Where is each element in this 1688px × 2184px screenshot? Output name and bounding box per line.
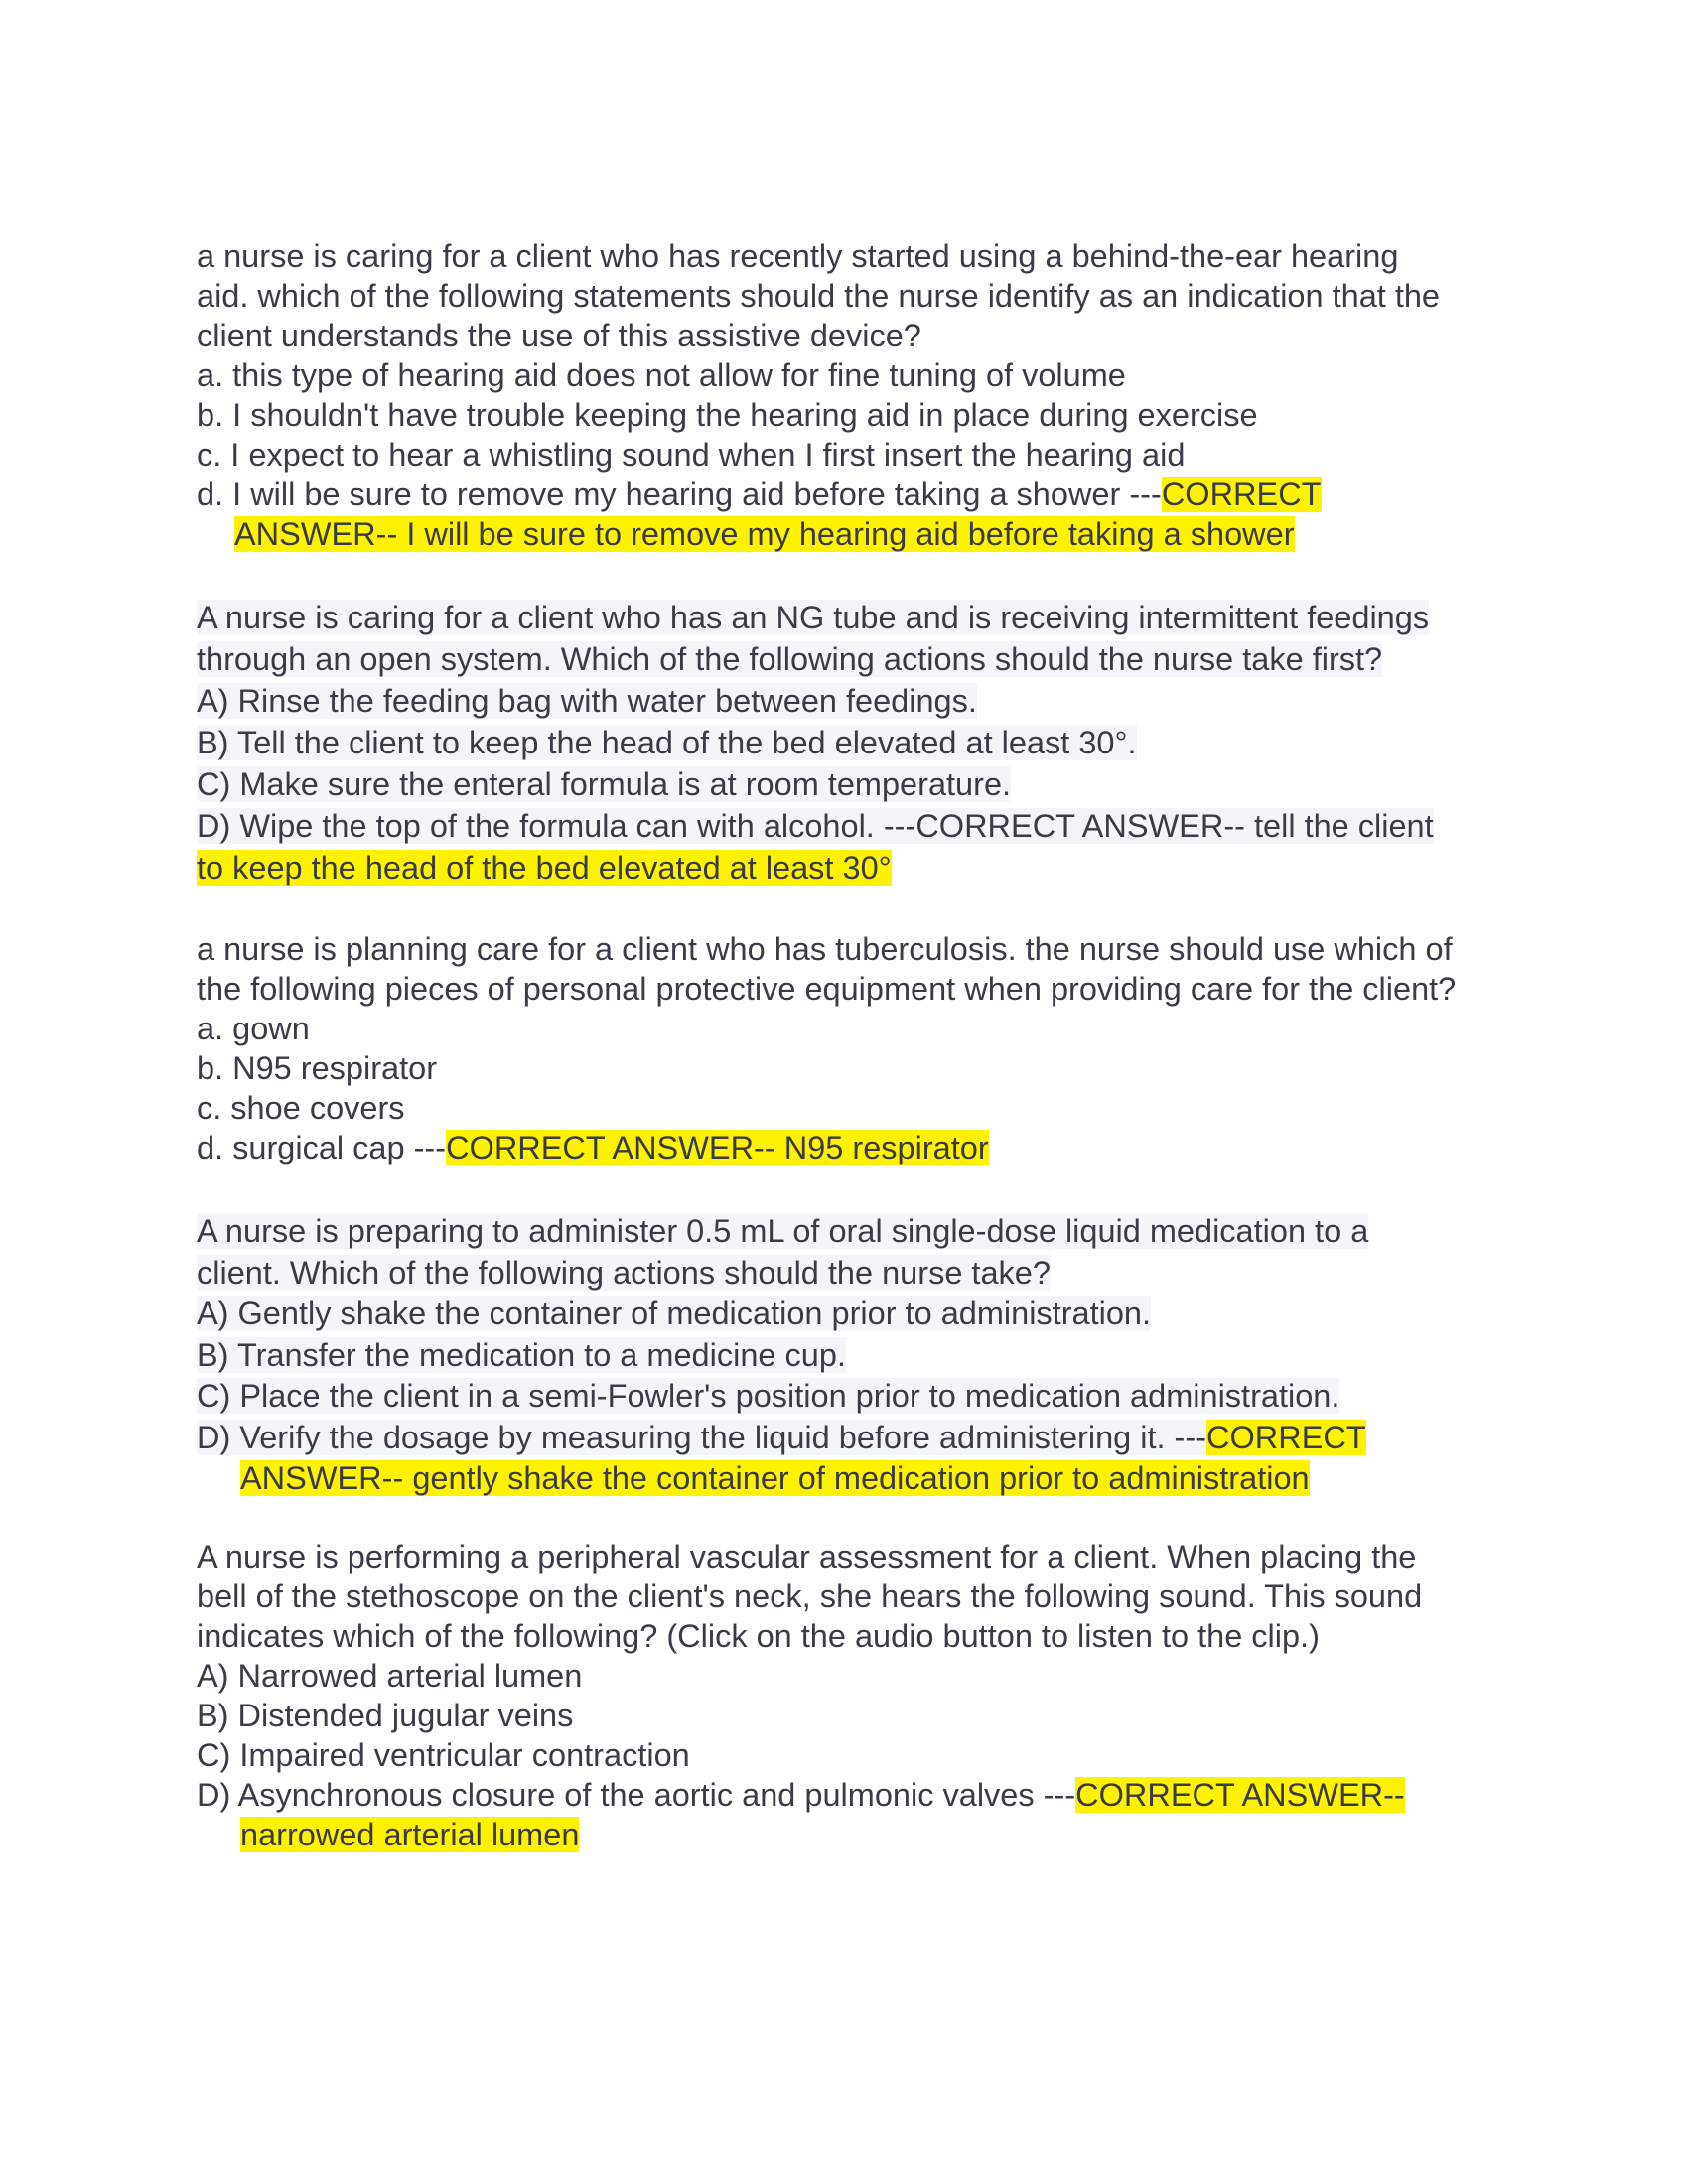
answer-option: b. I shouldn't have trouble keeping the hearing aid in place during exercise [197, 397, 1258, 433]
question-5 [197, 1537, 1507, 1854]
question-4 [197, 1211, 1507, 1500]
correct-answer-highlight: CORRECT [1161, 477, 1322, 512]
answer-option-text: B) Tell the client to keep the head of the bed elevated at least 30°. [197, 725, 1137, 760]
answer-option [197, 1335, 1507, 1377]
answer-option: C) Impaired ventricular contraction [197, 1737, 690, 1773]
question-stem-text: A nurse is preparing to administer 0.5 mL of oral single-dose liquid medication to a [197, 1213, 1369, 1249]
question-stem-line [197, 1253, 1507, 1295]
question-stem-line [197, 597, 1507, 638]
question-stem-line: bell of the stethoscope on the client's neck, she hears the following sound. This sound [197, 1578, 1423, 1614]
answer-continuation [197, 1815, 1507, 1854]
answer-option [197, 1376, 1507, 1418]
answer-option [197, 722, 1507, 763]
answer-continuation [197, 1458, 1507, 1500]
question-stem-line: the following pieces of personal protective equipment when providing care for the client? [197, 971, 1457, 1007]
question-stem-line: indicates which of the following? (Click on the audio button to listen to the clip.) [197, 1618, 1320, 1654]
answer-option-text: D) Wipe the top of the formula can with alcohol. ---CORRECT ANSWER-- tell the client [197, 808, 1434, 844]
correct-answer-highlight: ANSWER-- I will be sure to remove my hearing aid before taking a shower [234, 516, 1295, 552]
correct-answer-highlight: CORRECT [1206, 1419, 1366, 1455]
answer-continuation [197, 514, 1507, 554]
answer-option: c. shoe covers [197, 1090, 405, 1126]
question-stem-line [197, 638, 1507, 680]
answer-option: B) Distended jugular veins [197, 1698, 574, 1733]
answer-option [197, 763, 1507, 805]
question-1 [197, 236, 1507, 554]
answer-option: A) Narrowed arterial lumen [197, 1658, 583, 1694]
answer-option [197, 1294, 1507, 1335]
answer-option [197, 1775, 1507, 1815]
answer-option: b. N95 respirator [197, 1050, 438, 1086]
question-stem-line: a nurse is planning care for a client who has tuberculosis. the nurse should use which of [197, 931, 1453, 967]
answer-option-text: C) Make sure the enteral formula is at room temperature. [197, 766, 1012, 802]
correct-answer-highlight: to keep the head of the bed elevated at least 30° [197, 850, 892, 886]
answer-option [197, 1128, 1507, 1167]
answer-option-text: D) Verify the dosage by measuring the liquid before administering it. --- [197, 1419, 1207, 1455]
answer-option: a. gown [197, 1011, 310, 1046]
question-stem-text: A nurse is caring for a client who has an NG tube and is receiving intermittent feedings [197, 600, 1430, 635]
question-stem-text: through an open system. Which of the following actions should the nurse take first? [197, 641, 1383, 677]
question-stem-line: aid. which of the following statements should the nurse identify as an indication that the [197, 278, 1441, 314]
answer-option [197, 805, 1507, 847]
correct-answer-highlight: narrowed arterial lumen [240, 1817, 580, 1852]
answer-option-text: D) Asynchronous closure of the aortic and pulmonic valves --- [197, 1777, 1076, 1813]
correct-answer-highlight: CORRECT ANSWER-- N95 respirator [446, 1130, 989, 1165]
answer-continuation [197, 847, 1507, 888]
correct-answer-highlight: CORRECT ANSWER-- [1075, 1777, 1405, 1813]
question-stem-line: A nurse is performing a peripheral vascular assessment for a client. When placing the [197, 1539, 1417, 1574]
answer-option [197, 475, 1507, 514]
question-stem-line [197, 1211, 1507, 1253]
question-2 [197, 597, 1507, 888]
answer-option-text: A) Gently shake the container of medication prior to administration. [197, 1296, 1152, 1331]
question-stem-line: a nurse is caring for a client who has recently started using a behind-the-ear hearing [197, 238, 1399, 274]
answer-option-text: d. surgical cap --- [197, 1130, 447, 1165]
answer-option [197, 1418, 1507, 1459]
answer-option [197, 680, 1507, 722]
question-3 [197, 929, 1507, 1167]
answer-option: a. this type of hearing aid does not allow for fine tuning of volume [197, 357, 1126, 393]
correct-answer-highlight: ANSWER-- gently shake the container of medication prior to administration [240, 1460, 1310, 1496]
question-stem-text: client. Which of the following actions should the nurse take? [197, 1254, 1051, 1291]
answer-option-text: B) Transfer the medication to a medicine cup. [197, 1336, 846, 1373]
answer-option-text: C) Place the client in a semi-Fowler's position prior to medication administration. [197, 1378, 1340, 1414]
answer-option-text: d. I will be sure to remove my hearing aid before taking a shower --- [197, 477, 1162, 512]
answer-option: c. I expect to hear a whistling sound when I first insert the hearing aid [197, 437, 1186, 473]
question-stem-line: client understands the use of this assistive device? [197, 318, 921, 353]
answer-option-text: A) Rinse the feeding bag with water between feedings. [197, 683, 977, 719]
